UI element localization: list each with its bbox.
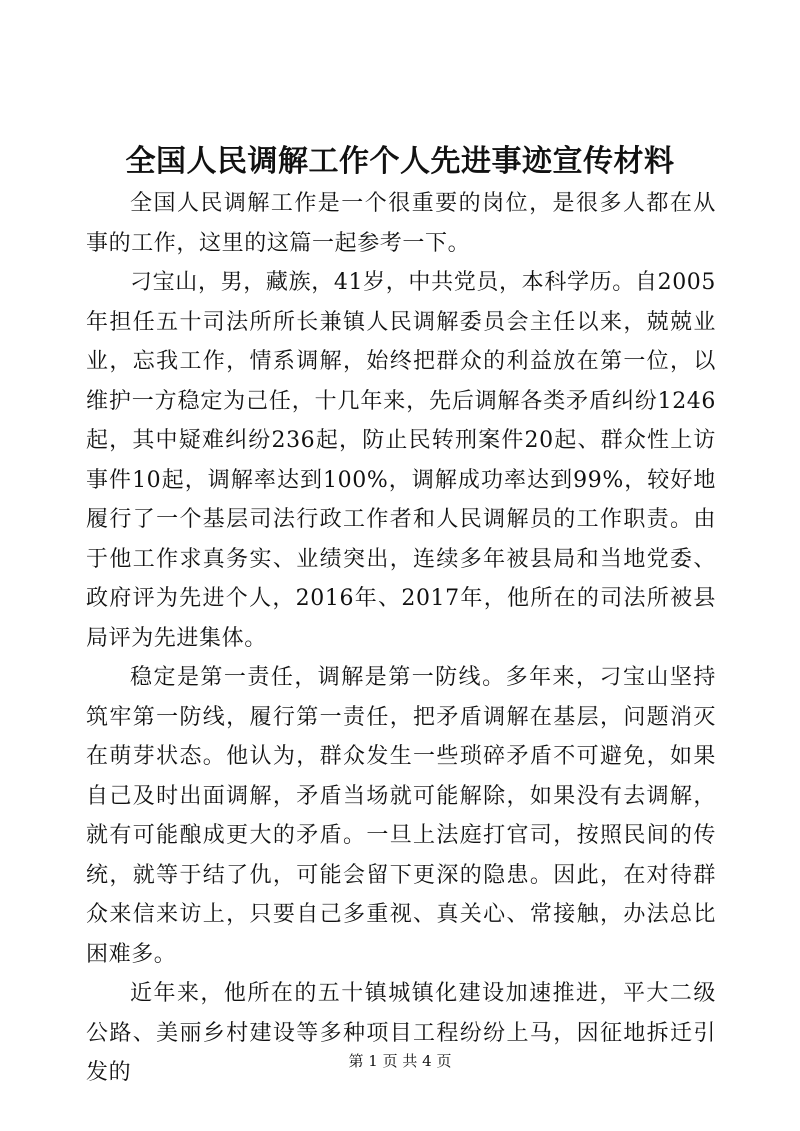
document-body	[86, 184, 716, 1093]
paragraph-intro: 全国人民调解工作是一个很重要的岗位，是很多人都在从事的工作，这里的这篇一起参考一下。	[86, 191, 716, 256]
paragraph-profile: 刁宝山，男，藏族，41岁，中共党员，本科学历。自2005年担任五十司法所所长兼镇人民调解委员会主任以来，兢兢业业，忘我工作，情系调解，始终把群众的利益放在第一位，以维护一方稳定为己任，十几年来，先后调解各类矛盾纠纷1246起，其中疑难纠纷236起，防止民转刑案件20起、群众性上访事件10起，调解率达到100%，调解成功率达到99%，较好地履行了一个基层司法行政工作者和人民调解员的工作职责。由于他工作求真务实、业绩突出，连续多年被县局和当地党委、政府评为先进个人，2016年、2017年，他所在的司法所被县局评为先进集体。	[86, 270, 716, 651]
paragraph-stability: 稳定是第一责任，调解是第一防线。多年来，刁宝山坚持筑牢第一防线，履行第一责任，把矛盾调解在基层，问题消灭在萌芽状态。他认为，群众发生一些琐碎矛盾不可避免，如果自己及时出面调解，矛盾当场就可能解除，如果没有去调解，就有可能酿成更大的矛盾。一旦上法庭打官司，按照民间的传统，就等于结了仇，可能会留下更深的隐患。因此，在对待群众来信来访上，只要自己多重视、真关心、常接触，办法总比困难多。	[86, 665, 716, 967]
document-title: 全国人民调解工作个人先进事迹宣传材料	[125, 144, 675, 179]
paragraph-recent: 近年来，他所在的五十镇城镇化建设加速推进，平大二级公路、美丽乡村建设等多种项目工程纷纷上马，因征地拆迁引发的	[86, 981, 716, 1085]
page-footer: 第 1 页 共 4 页	[348, 1052, 452, 1070]
